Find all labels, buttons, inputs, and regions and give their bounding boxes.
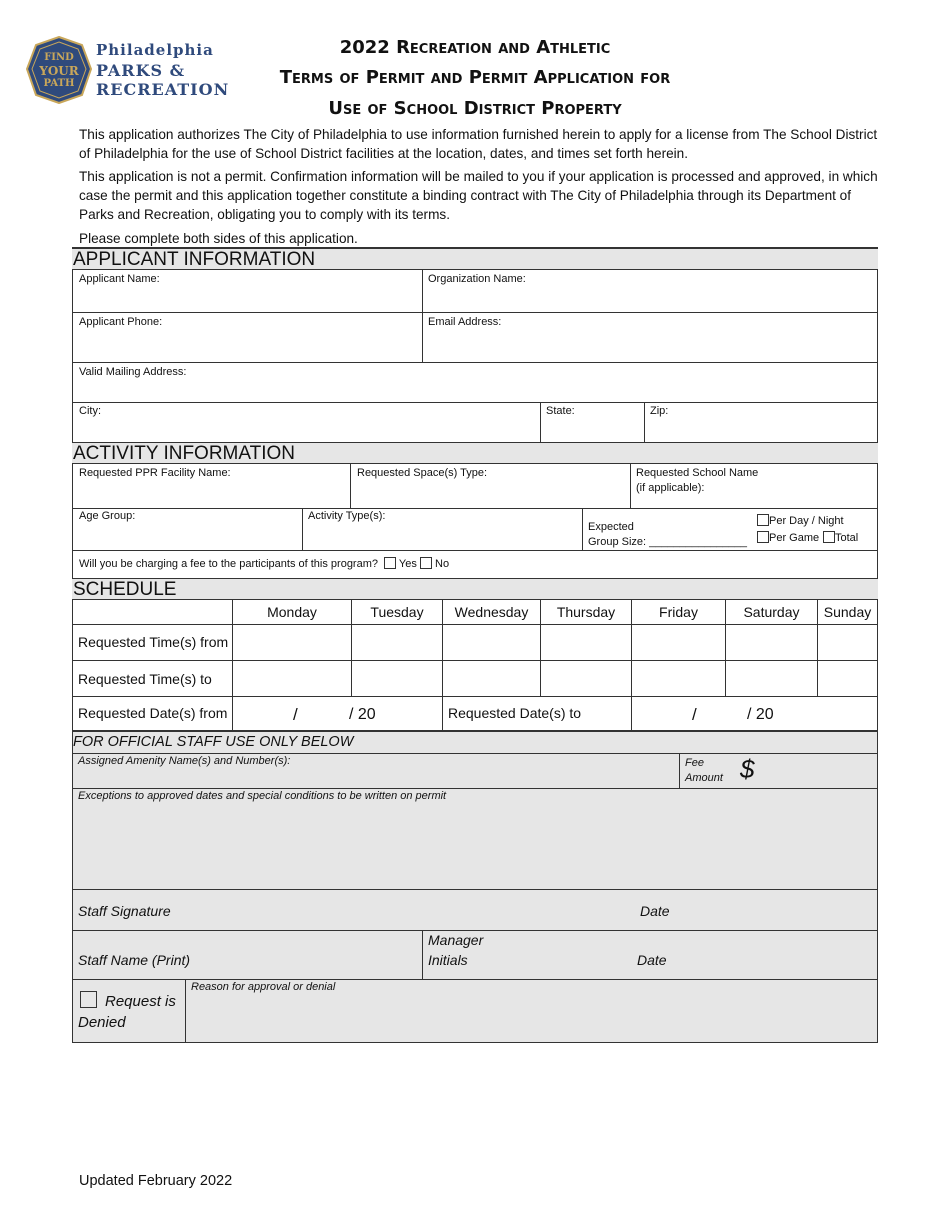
divider [72,696,878,697]
logo-line-3: RECREATION [96,80,230,99]
request-denied-label-1: Request is [105,993,176,1010]
applicant-heading: APPLICANT INFORMATION [72,248,878,270]
divider [72,362,878,363]
divider [72,930,878,931]
divider [422,270,423,362]
staff-box [72,730,878,1043]
day-header-tuesday: Tuesday [370,604,424,620]
staff-heading: FOR OFFICIAL STAFF USE ONLY BELOW [73,734,354,750]
applicant-name-field[interactable]: Applicant Name: [79,273,160,285]
date-from-year[interactable]: / 20 [349,706,376,723]
schedule-heading: SCHEDULE [72,578,878,600]
fee-yes-checkbox[interactable] [384,557,396,569]
fee-amount-field[interactable]: $ [740,754,755,784]
applicant-phone-field[interactable]: Applicant Phone: [79,316,163,328]
organization-name-field[interactable]: Organization Name: [428,273,526,285]
footer-updated: Updated February 2022 [79,1173,233,1189]
title-line-2: Terms of Permit and Permit Application for [279,67,671,88]
per-game-label: Per Game [769,532,820,544]
divider [72,624,878,625]
parks-rec-logo [26,36,252,106]
seal-text-3: PATH [43,78,75,89]
date-from-label: Requested Date(s) from [78,705,228,721]
fee-question-row [79,557,449,570]
divider [679,753,680,788]
per-game-option[interactable] [757,531,819,544]
seal-text-1: FIND [44,52,74,63]
total-label: Total [835,532,859,544]
per-day-checkbox[interactable] [757,514,769,526]
activity-heading: ACTIVITY INFORMATION [72,442,878,464]
divider [72,312,878,313]
school-name-label[interactable]: Requested School Name [636,467,759,479]
title-line-3: Use of School District Property [328,98,622,119]
city-field[interactable]: City: [79,405,101,417]
divider [644,402,645,442]
date-to-year[interactable]: / 20 [747,706,774,723]
divider [72,753,878,754]
fee-no-checkbox[interactable] [420,557,432,569]
per-day-label: Per Day / Night [769,515,844,527]
facility-name-field[interactable]: Requested PPR Facility Name: [79,467,231,479]
divider [72,889,878,890]
day-header-thursday: Thursday [556,604,616,620]
date-to-slash[interactable]: / [692,705,697,724]
divider [422,930,423,979]
divider [72,508,878,509]
divider [540,402,541,442]
school-name-label-2: (if applicable): [636,482,705,494]
logo-line-1: Philadelphia [96,41,214,59]
title-line-1: 2022 Recreation and Athletic [339,37,611,58]
intro-paragraph-3: Please complete both sides of this application. [79,231,358,246]
seal-text-2: YOUR [39,64,79,78]
fee-yes-label: Yes [398,558,417,570]
divider [72,402,878,403]
fee-amount-label-1: Fee [685,757,704,769]
space-type-field[interactable]: Requested Space(s) Type: [357,467,488,479]
logo-line-2: PARKS & [96,61,186,80]
divider [72,660,878,661]
per-day-option[interactable] [757,514,844,527]
divider [72,788,878,789]
mailing-address-field[interactable]: Valid Mailing Address: [79,366,187,378]
per-game-checkbox[interactable] [757,531,769,543]
amenity-field[interactable]: Assigned Amenity Name(s) and Number(s): [78,755,291,767]
reason-field[interactable]: Reason for approval or denial [191,981,336,993]
day-header-sunday: Sunday [823,604,872,620]
time-from-label: Requested Time(s) from [78,634,229,650]
request-denied-label-2: Denied [78,1014,126,1031]
signature-date-field[interactable]: Date [640,903,670,919]
state-field[interactable]: State: [546,405,575,417]
divider [72,550,878,551]
zip-field[interactable]: Zip: [650,405,669,417]
staff-signature-field[interactable]: Staff Signature [78,903,171,919]
staff-name-field[interactable]: Staff Name (Print) [78,952,191,968]
day-header-saturday: Saturday [743,604,800,620]
total-option[interactable] [823,531,858,544]
date-from-slash[interactable]: / [293,705,298,724]
time-to-label: Requested Time(s) to [78,671,212,687]
request-denied-checkbox[interactable] [80,991,97,1008]
fee-no-label: No [435,558,450,570]
divider [185,979,186,1043]
group-size-field[interactable]: Group Size: ________________ [588,536,748,548]
email-field[interactable]: Email Address: [428,316,502,328]
divider [302,508,303,550]
manager-date-field[interactable]: Date [637,952,667,968]
intro-paragraph-2: This application is not a permit. Confirmation information will be mailed to you if your application is processed and approved, in which case the permit and this application together constitute a binding contract with The City of Philadelphia through its Department of Parks and Recreation, obligating you to comply with its terms. [79,169,878,222]
day-header-friday: Friday [659,604,698,620]
fee-question: Will you be charging a fee to the participants of this program? [79,558,378,570]
day-header-monday: Monday [267,604,317,620]
fee-amount-label-2: Amount [685,772,723,784]
divider [350,464,351,508]
age-group-field[interactable]: Age Group: [79,510,136,522]
date-to-label: Requested Date(s) to [448,705,582,721]
manager-initials-label-1: Manager [428,932,484,948]
total-checkbox[interactable] [823,531,835,543]
day-header-wednesday: Wednesday [454,604,529,620]
intro-paragraph-1: This application authorizes The City of Philadelphia to use information furnished herein to apply for a license from The School District of Philadelphia for the use of School District facilities at the location, dates, and times set forth herein. [79,127,878,161]
divider [582,508,583,550]
divider [72,979,878,980]
activity-type-field[interactable]: Activity Type(s): [308,510,386,522]
exceptions-field[interactable]: Exceptions to approved dates and special conditions to be written on permit [78,790,447,802]
divider [630,464,631,508]
manager-initials-field[interactable]: Initials [428,952,468,968]
group-size-label-1: Expected [588,521,634,533]
